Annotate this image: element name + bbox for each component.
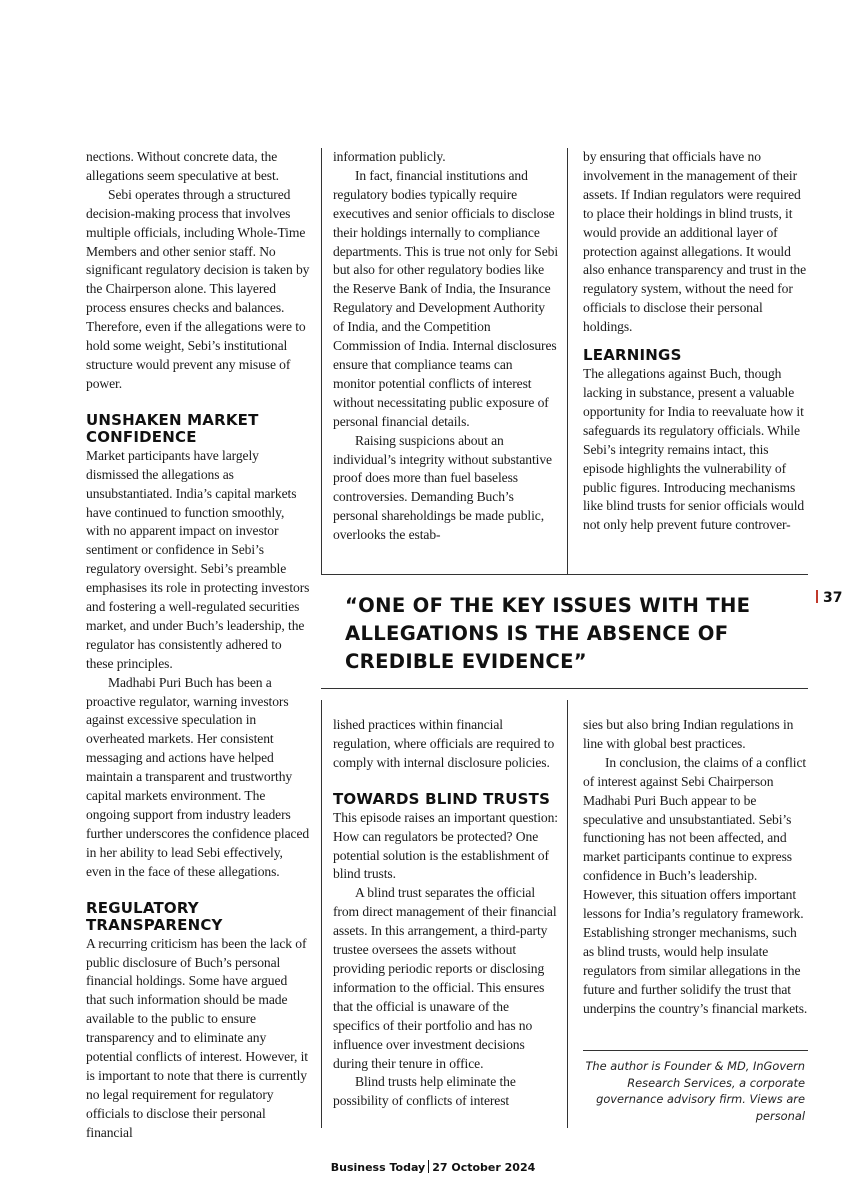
page-number-bar [816,590,818,603]
pullquote-top-rule [321,574,808,575]
column-3-top [583,148,808,535]
author-note-rule [583,1050,808,1051]
paragraph: Madhabi Puri Buch has been a proactive regulator, warning investors against excessive speculation in overheated markets. Her consistent messaging and actions have helped maintain a transparent and trustworthy capital markets environment. The ongoing support from industry leaders further underscores the confidence placed in her ability to lead Sebi effectively, even in the face of these allegations. [86,674,310,879]
paragraph: In fact, financial institutions and regulatory bodies typically require executives and senior officials to disclose their holdings internally to compliance departments. This is true not only for Sebi but also for other regulatory bodies like the Reserve Bank of India, the Insurance Regulatory and Development Authority of India, and the Competition Commission of India. Internal disclosures ensure that compliance teams can monitor potential conflicts of interest without necessitating public exposure of personal financial details. [333,167,559,429]
author-note: The author is Founder & MD, InGovern Research Services, a corporate governance advisory firm. Views are personal [585,1059,805,1123]
section-heading-towards-blind-trusts: TOWARDS BLIND TRUSTS [333,789,551,808]
publication-name: Business Today [330,1161,426,1174]
paragraph: Market participants have largely dismissed the allegations as unsubstantiated. India’s capital markets have continued to function smoothly, with no apparent impact on investor sentiment or confidence in Sebi’s regulatory oversight. Sebi’s preamble emphasises its role in protecting investors and fostering a well-regulated securities market, and under Buch’s leadership, the regulator has consistently adhered to these principles. [86,447,310,671]
page-number [816,590,842,606]
issue-date: 27 October 2024 [432,1161,536,1174]
paragraph: In conclusion, the claims of a conflict of interest against Sebi Chairperson Madhabi Puri Buch appear to be speculative and unsubstantiated. Sebi’s functioning has not been affected, and market participants continue to express confidence in Buch’s leadership. However, this situation offers important lessons for India’s regulatory framework. Establishing stronger mechanisms, such as blind trusts, would help insulate regulators from similar allegations in the future and further solidify the trust that underpins the country’s financial markets. [583,754,808,1016]
paragraph: nections. Without concrete data, the allegations seem speculative at best. [86,149,279,183]
column-divider [321,148,322,574]
footer-separator [428,1160,429,1173]
column-2-bottom [333,716,558,1111]
page-footer [0,1160,866,1174]
paragraph: lished practices within financial regulation, where officials are required to comply with internal disclosure policies. [333,717,555,770]
paragraph: Blind trusts help eliminate the possibility of conflicts of interest [333,1074,516,1109]
column-divider [567,700,568,1128]
section-heading-unshaken-market-confidence: UNSHAKEN MARKET CONFIDENCE [86,410,259,446]
paragraph: Raising suspicions about an individual’s integrity without substantive proof does more than fuel baseless controversies. Demanding Buch’s personal shareholdings be made public, overlooks the estab- [333,432,552,543]
paragraph: sies but also bring Indian regulations in line with global best practices. [583,717,794,751]
page-number-text: 37 [823,590,843,606]
pullquote: “ONE OF THE KEY ISSUES WITH THE ALLEGATIONS IS THE ABSENCE OF CREDIBLE EVIDENCE” [345,594,751,673]
column-2-top [333,148,558,545]
paragraph: A recurring criticism has been the lack of public disclosure of Buch’s personal financial holdings. Some have argued that such information should be made available to the public to ensure transparency and to eliminate any potential conflicts of interest. However, it is important to note that there is currently no legal requirement for regulatory officials to disclose their personal financial [86,935,308,1140]
paragraph: information publicly. [333,149,446,164]
paragraph: Sebi operates through a structured decision-making process that involves multiple officials, including Whole-Time Members and other senior staff. No significant regulatory decision is taken by the Chairperson alone. This layered process ensures checks and balances. Therefore, even if the allegations were to hold some weight, Sebi’s institutional structure would prevent any misuse of power. [86,186,310,391]
section-heading-learnings: LEARNINGS [583,346,682,365]
column-divider [321,700,322,1128]
column-3-bottom [583,716,808,1019]
column-1 [86,148,310,1143]
paragraph: A blind trust separates the official from direct management of their financial assets. In this arrangement, a third-party trustee oversees the assets without providing periodic reports or disclosing information to the official. This ensures that the official is unaware of the specifics of their portfolio and has no influence over investment decisions during their tenure in office. [333,885,557,1071]
paragraph: The allegations against Buch, though lacking in substance, present a valuable opportunity for India to reevaluate how it safeguards its regulatory officials. While Sebi’s integrity remains intact, this episode highlights the vulnerability of public figures. Introducing mechanisms like blind trusts for senior officials would not only help prevent future controver- [583,366,805,533]
pullquote-bottom-rule [321,688,808,689]
paragraph: This episode raises an important question: How can regulators be protected? One potential solution is the establishment of blind trusts. [333,809,558,882]
section-heading-regulatory-transparency: REGULATORY TRANSPARENCY [86,898,223,934]
paragraph: by ensuring that officials have no involvement in the management of their assets. If Indian regulators were required to place their holdings in blind trusts, it would provide an additional layer of protection against allegations. It would also enhance transparency and trust in the regulatory system, without the need for officials to disclose their personal holdings. [583,149,807,335]
column-divider [567,148,568,574]
